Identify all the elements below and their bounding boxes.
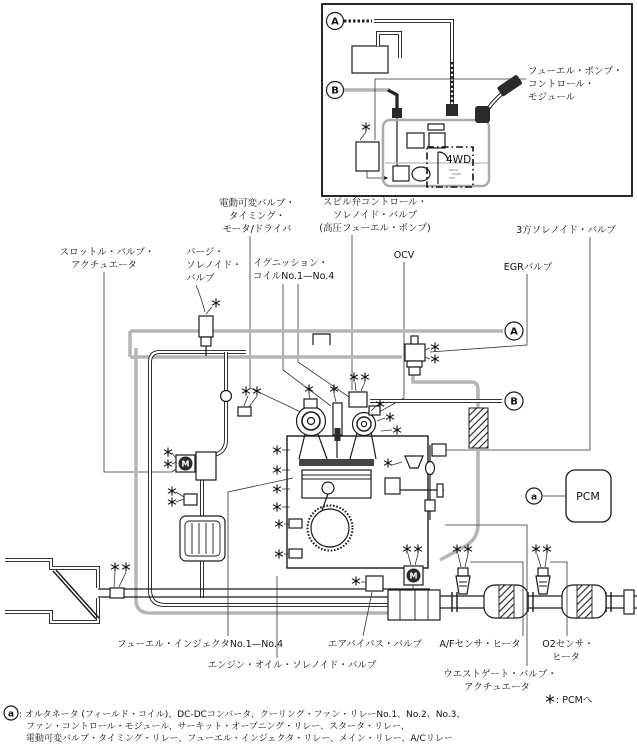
throttle-actuator-label-2: アクチュエータ <box>71 260 137 271</box>
af-sensor <box>456 568 470 594</box>
ignition-coil-label-1: イグニッション・ <box>253 258 329 269</box>
spill-valve-label-3: (高圧フューエル・ポンプ) <box>319 223 431 234</box>
purge-valve-label-2: ソレノイド・ <box>186 260 242 271</box>
engine-oil-solenoid-label: エンジン・オイル・ソレノイド・バルブ <box>207 660 377 671</box>
wastegate-motor-m: M <box>409 571 418 581</box>
pcm-note-asterisk-icon <box>546 694 554 703</box>
wastegate-label-1: ウエストゲート・バルブ・ <box>443 669 557 680</box>
ocv-label: OCV <box>393 250 415 261</box>
purge-valve-label-3: バルブ <box>186 273 215 284</box>
purge-valve-label-1: パージ・ <box>186 247 224 258</box>
ocv-cam-pulley <box>353 413 376 436</box>
throttle-motor-m: M <box>181 459 190 469</box>
three-way-solenoid-valve <box>432 444 446 456</box>
vvt-motor-label-1: 電動可変バルブ・ <box>218 198 296 209</box>
vvt-motor-pulley <box>297 407 326 436</box>
air-cleaner-element <box>53 570 99 619</box>
engine-block <box>287 392 428 568</box>
spill-valve-label-2: ソレノイド・バルブ <box>332 210 418 221</box>
vvt-motor-label-2: タイミング・ <box>228 211 286 222</box>
footnote-marker: a <box>7 709 15 720</box>
throttle-body <box>196 452 216 480</box>
spill-valve-label-1: スピル弁コントロール・ <box>322 197 428 208</box>
wastegate-label-2: アクチュエータ <box>464 682 530 693</box>
awd-label: 4WD <box>446 154 472 166</box>
three-way-solenoid-label: 3方ソレノイド・バルブ <box>516 225 616 236</box>
footnote <box>4 706 465 744</box>
air-bypass-label: エアバイパス・バルブ <box>327 639 423 650</box>
pcm-connector-a-label: a <box>530 492 538 503</box>
left-components <box>5 316 330 622</box>
o2-sensor-label-2: ヒータ <box>551 652 581 663</box>
footnote-line-2: ファン・コントロール・モジュール、サーキット・オープニング・リレー、スタータ・リレー、 <box>26 722 410 732</box>
intercooler <box>180 516 225 561</box>
main-connector-b-label: B <box>510 396 518 408</box>
inset-connector-a-label: A <box>331 16 339 28</box>
throttle-actuator-label-1: スロットル・バルブ・ <box>59 247 155 258</box>
footnote-line-1: : オルタネータ (フィールド・コイル)、DC-DCコンバータ、クーリング・ファン・リレーNo.1、No.2、No.3、 <box>19 710 466 720</box>
egr-valve <box>405 344 425 361</box>
fuel-pump-module-label-2: コントロール・ <box>528 79 595 90</box>
inset-connector-b-label: B <box>331 85 339 97</box>
egr-valve-label: EGRバルブ <box>503 262 553 273</box>
footnote-line-3: 電動可変バルブ・タイミング・リレー、フューエル・インジェクタ・リレー、メイン・リレー、A/Cリレー <box>26 734 453 744</box>
o2-sensor-label-1: O2センサ・ <box>542 639 594 650</box>
pcm-label: PCM <box>576 490 600 503</box>
egr-cooler <box>469 408 488 448</box>
fuel-injector-label: フューエル・インジェクタNo.1—No.4 <box>116 639 284 650</box>
spill-control-valve <box>349 392 367 407</box>
main-connector-a-label: A <box>510 326 518 338</box>
air-bypass-valve <box>366 576 383 591</box>
o2-sensor <box>536 568 550 594</box>
fuel-pump-module-label-3: モジュール <box>528 92 576 103</box>
af-sensor-label: A/Fセンサ・ヒータ <box>439 639 521 650</box>
inset-module-box <box>356 142 379 171</box>
pcm-note-label: : PCMへ <box>556 695 593 706</box>
crank-gear <box>311 509 349 547</box>
fuel-pump-module-label-1: フューエル・ポンプ・ <box>528 66 623 77</box>
fuel-tank-inset <box>322 4 632 196</box>
exhaust-line <box>366 566 637 620</box>
turbocharger <box>388 590 440 620</box>
vvt-motor-label-3: モータ/ドライバ <box>222 224 292 235</box>
purge-solenoid-valve <box>199 316 213 337</box>
ignition-coil-label-2: コイルNo.1—No.4 <box>253 271 335 282</box>
